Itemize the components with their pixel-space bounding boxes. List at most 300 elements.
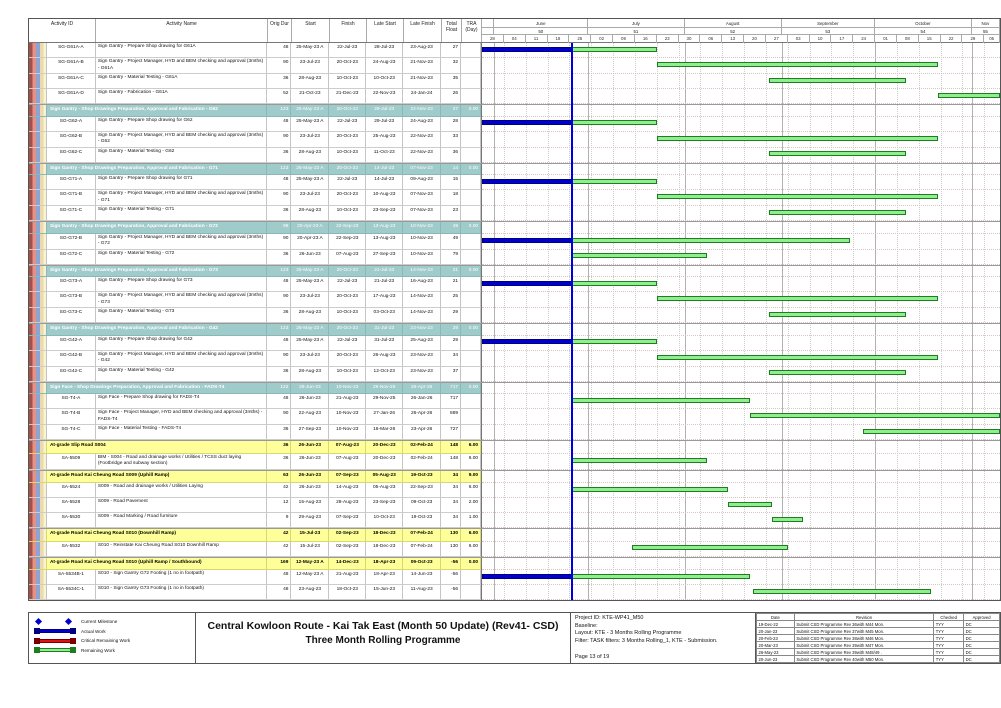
band-row[interactable] xyxy=(29,382,1000,395)
gantt-bar-remaining[interactable] xyxy=(769,370,906,375)
wbs-color-stripes xyxy=(29,250,47,265)
gantt-bar-remaining[interactable] xyxy=(572,281,656,286)
month-band: August xyxy=(685,19,782,27)
gantt-row[interactable] xyxy=(482,383,1000,395)
total-float: 32 xyxy=(441,58,461,74)
activity-id: SG-G61A-B xyxy=(47,58,96,74)
orig-dur: 169 xyxy=(267,558,291,571)
column-header-7: Total Float xyxy=(442,19,462,42)
legend-item xyxy=(34,646,190,656)
late-finish-date: 24-Aug-23 xyxy=(403,117,441,132)
wbs-color-stripes xyxy=(29,164,47,176)
late-start-date: 29-Nov-25 xyxy=(366,394,403,409)
band-row[interactable] xyxy=(29,163,1000,176)
revision-cell: TYY xyxy=(934,628,964,635)
activity-row[interactable] xyxy=(29,175,1000,190)
gantt-row[interactable] xyxy=(482,234,1000,250)
wbs-color-stripes xyxy=(29,394,47,409)
activity-id: SG-G62-A xyxy=(47,117,96,132)
gantt-row[interactable] xyxy=(482,308,1000,323)
revision-cell: Submit CSD Programme Rev 39with M48/49 . xyxy=(794,649,933,656)
gantt-bar-remaining[interactable] xyxy=(572,398,750,403)
gantt-row[interactable] xyxy=(482,148,1000,163)
start-date: 26-Jun-23 xyxy=(291,383,329,395)
gantt-bar-remaining[interactable] xyxy=(938,93,1000,98)
orig-dur: 36 xyxy=(267,367,291,382)
week-start-label: 13 xyxy=(722,35,744,43)
orig-dur: 90 xyxy=(267,132,291,148)
gantt-bar-remaining[interactable] xyxy=(769,78,906,83)
orig-dur: 123 xyxy=(267,324,291,336)
orig-dur: 42 xyxy=(267,529,291,542)
activity-row[interactable] xyxy=(29,89,1000,104)
activity-row[interactable] xyxy=(29,132,1000,148)
wbs-color-stripes xyxy=(29,277,47,292)
gantt-bar-remaining[interactable] xyxy=(572,238,850,243)
activity-row[interactable] xyxy=(29,513,1000,528)
start-date: 15-Jul-23 xyxy=(291,542,329,557)
activity-row[interactable] xyxy=(29,234,1000,250)
orig-dur: 48 xyxy=(267,394,291,409)
revision-table xyxy=(756,613,1000,663)
band-row[interactable] xyxy=(29,104,1000,117)
month-number-band: 55 xyxy=(972,28,1000,34)
band-title: Sign Gantry - Shop Drawings Preparation, Approval and Fabrication - G71 xyxy=(47,164,267,176)
start-date: 20-Apr-23 A xyxy=(291,222,329,234)
gantt-bar-remaining[interactable] xyxy=(863,429,1000,434)
activity-name: Sign Gantry - Material Testing - G71 xyxy=(96,206,268,221)
gantt-row[interactable] xyxy=(482,454,1000,470)
gantt-bar-remaining[interactable] xyxy=(572,47,656,52)
late-start-date: 21-Jul-23 xyxy=(366,266,403,278)
gantt-bar-remaining[interactable] xyxy=(728,502,772,507)
month-band: June xyxy=(494,19,588,27)
orig-dur: 42 xyxy=(267,483,291,498)
late-finish-date: 22-Nov-23 xyxy=(403,148,441,163)
wbs-color-stripes xyxy=(29,234,47,250)
week-start-label: 03 xyxy=(788,35,810,43)
activity-row[interactable] xyxy=(29,394,1000,409)
late-start-date: 13-Aug-23 xyxy=(366,234,403,250)
total-float: 717 xyxy=(441,394,461,409)
wbs-color-stripes xyxy=(29,89,47,104)
gantt-bar-remaining[interactable] xyxy=(572,487,728,492)
start-date: 22-Aug-23 xyxy=(291,409,329,425)
wbs-color-stripes xyxy=(29,498,47,513)
week-start-label: 02 xyxy=(591,35,613,43)
total-float: 35 xyxy=(441,74,461,89)
tra-days xyxy=(461,58,481,74)
tra-days: 0.00 xyxy=(461,383,481,395)
wbs-color-stripes xyxy=(29,441,47,454)
total-float: 18 xyxy=(441,190,461,206)
gantt-row[interactable] xyxy=(482,175,1000,190)
gantt-row[interactable] xyxy=(482,367,1000,382)
start-date: 12-May-23 A xyxy=(291,558,329,571)
legend xyxy=(29,613,196,663)
week-start-label: 06 xyxy=(700,35,722,43)
tra-days xyxy=(461,43,481,58)
gantt-bar-remaining[interactable] xyxy=(753,589,931,594)
activity-row[interactable] xyxy=(29,43,1000,58)
band-title: At-grade Road Kai Cheung Road S010 (Downhill Ramp) xyxy=(47,529,267,542)
gantt-row[interactable] xyxy=(482,190,1000,206)
start-date: 26-Jun-23 xyxy=(291,454,329,470)
wbs-color-stripes xyxy=(29,43,47,58)
revision-cell: Submit CSD Programme Rev 37with M45 Mon. xyxy=(794,628,933,635)
total-float: 14 xyxy=(441,164,461,176)
gantt-bar-actual[interactable] xyxy=(482,238,572,243)
late-finish-date: 14-Nov-23 xyxy=(403,292,441,308)
bar-swatch-icon xyxy=(34,637,76,644)
gantt-bar-remaining[interactable] xyxy=(572,253,706,258)
legend-label: Current Milestone xyxy=(81,619,118,625)
band-row[interactable] xyxy=(29,470,1000,484)
gantt-row[interactable] xyxy=(482,292,1000,308)
late-finish-date: 02-Feb-24 xyxy=(403,441,441,454)
gantt-bar-remaining[interactable] xyxy=(572,574,750,579)
gantt-row[interactable] xyxy=(482,542,1000,557)
data-date-line xyxy=(571,43,573,600)
activity-name: Sign Gantry - Material Testing - G42 xyxy=(96,367,268,382)
revision-cell: 20-Jan-23 xyxy=(757,628,795,635)
tra-days xyxy=(461,585,481,600)
activity-row[interactable] xyxy=(29,277,1000,292)
total-float: 79 xyxy=(441,250,461,265)
tra-days: 0.00 xyxy=(461,105,481,117)
late-start-date: 29-Jul-23 xyxy=(366,105,403,117)
tra-days: 6.00 xyxy=(461,454,481,470)
week-start-label: 10 xyxy=(810,35,832,43)
week-start-label: 18 xyxy=(548,35,570,43)
gantt-row[interactable] xyxy=(482,529,1000,542)
band-row[interactable] xyxy=(29,528,1000,542)
tra-days: 0.00 xyxy=(461,324,481,336)
start-date: 15-Aug-23 xyxy=(291,498,329,513)
tra-days xyxy=(461,351,481,367)
band-title: Sign Gantry - Shop Drawings Preparation, Approval and Fabrication - G62 xyxy=(47,105,267,117)
gantt-bar-remaining[interactable] xyxy=(657,62,938,67)
gantt-row[interactable] xyxy=(482,74,1000,89)
gantt-row[interactable] xyxy=(482,58,1000,74)
activity-id: SA-5530 xyxy=(47,513,96,528)
activity-row[interactable] xyxy=(29,483,1000,498)
bar-swatch-icon xyxy=(34,628,76,635)
late-finish-date: 22-Nov-23 xyxy=(403,132,441,148)
gantt-row[interactable] xyxy=(482,513,1000,528)
activity-row[interactable] xyxy=(29,454,1000,470)
gantt-bar-remaining[interactable] xyxy=(657,194,938,199)
tra-days: 6.00 xyxy=(461,529,481,542)
revision-row xyxy=(757,621,1000,628)
orig-dur: 90 xyxy=(267,234,291,250)
orig-dur: 42 xyxy=(267,542,291,557)
wbs-color-stripes xyxy=(29,105,47,117)
band-row[interactable] xyxy=(29,265,1000,278)
gantt-row[interactable] xyxy=(482,409,1000,425)
gantt-bar-remaining[interactable] xyxy=(572,458,706,463)
gantt-row[interactable] xyxy=(482,471,1000,484)
week-start-label: 11 xyxy=(526,35,548,43)
gantt-bar-remaining[interactable] xyxy=(769,151,906,156)
timeline-month-numbers xyxy=(482,28,1000,35)
gantt-bar-actual[interactable] xyxy=(482,179,572,184)
total-float: 889 xyxy=(441,409,461,425)
gantt-row[interactable] xyxy=(482,266,1000,278)
revision-cell: 20-Feb-23 xyxy=(757,635,795,642)
week-start-label: 27 xyxy=(766,35,788,43)
total-float: -56 xyxy=(441,570,461,585)
activity-id: SG-G62-B xyxy=(47,132,96,148)
activity-name: Sign Gantry - Project Manager, HYD and BEM checking and approval (3mths) - G71 xyxy=(96,190,268,206)
wbs-color-stripes xyxy=(29,513,47,528)
late-start-date: 18-Dec-23 xyxy=(366,542,403,557)
gantt-row[interactable] xyxy=(482,425,1000,440)
gantt-bar-actual[interactable] xyxy=(482,120,572,125)
activity-id: SG-G71-A xyxy=(47,175,96,190)
orig-dur: 48 xyxy=(267,43,291,58)
gantt-row[interactable] xyxy=(482,222,1000,234)
revision-col-header: Revision xyxy=(794,614,933,621)
week-start-label: 15 xyxy=(919,35,941,43)
finish-date: 21-Aug-23 xyxy=(329,570,366,585)
start-date: 12-May-23 A xyxy=(291,570,329,585)
activity-id: SG-G72-C xyxy=(47,250,96,265)
tra-days: 0.00 xyxy=(461,558,481,571)
activity-name: S010 - Sign Gantry G73 Footing (1 no in footpath) xyxy=(96,585,268,600)
month-band xyxy=(482,19,494,27)
orig-dur: 9 xyxy=(267,513,291,528)
start-date: 26-Jun-23 xyxy=(291,250,329,265)
band-title: Sign Face - Shop Drawings Preparation, Approval and Fabrication - FADS-T4 xyxy=(47,383,267,395)
revision-cell: DC xyxy=(964,635,1000,642)
activity-row[interactable] xyxy=(29,292,1000,308)
late-finish-date: 09-Oct-23 xyxy=(403,498,441,513)
start-date: 23-Jul-23 xyxy=(291,132,329,148)
activity-row[interactable] xyxy=(29,542,1000,557)
revision-cell: Submit CSD Programme Rev 38with M46 Mon. xyxy=(794,635,933,642)
gantt-bar-remaining[interactable] xyxy=(657,355,938,360)
gantt-row[interactable] xyxy=(482,105,1000,117)
late-finish-date: 21-Nov-23 xyxy=(403,74,441,89)
activity-row[interactable] xyxy=(29,58,1000,74)
gantt-row[interactable] xyxy=(482,89,1000,104)
total-float: -56 xyxy=(441,558,461,571)
orig-dur: 36 xyxy=(267,74,291,89)
gantt-bar-remaining[interactable] xyxy=(657,296,938,301)
column-header-0: Activity ID xyxy=(29,19,96,42)
total-float: 727 xyxy=(441,425,461,440)
start-date: 23-Jul-23 xyxy=(291,190,329,206)
late-start-date: 15-Jun-23 xyxy=(366,585,403,600)
activity-name: Sign Gantry - Material Testing - G72 xyxy=(96,250,268,265)
gantt-row[interactable] xyxy=(482,43,1000,58)
gantt-row[interactable] xyxy=(482,277,1000,292)
gantt-row[interactable] xyxy=(482,394,1000,409)
gantt-bar-remaining[interactable] xyxy=(632,545,788,550)
gantt-row[interactable] xyxy=(482,558,1000,571)
activity-id: SG-G42-B xyxy=(47,351,96,367)
revision-cell: TYY xyxy=(934,642,964,649)
finish-date: 22-Jul-23 xyxy=(329,117,366,132)
milestone-icon xyxy=(34,618,76,625)
column-header-6: Late Finish xyxy=(404,19,442,42)
activity-name: S010 - Sign Gantry G72 Footing (1 no in footpath) xyxy=(96,570,268,585)
activity-row[interactable] xyxy=(29,570,1000,585)
gantt-row[interactable] xyxy=(482,250,1000,265)
gantt-row[interactable] xyxy=(482,117,1000,132)
late-start-date: 17-Aug-23 xyxy=(366,292,403,308)
late-start-date: 13-Aug-23 xyxy=(366,222,403,234)
orig-dur: 122 xyxy=(267,383,291,395)
tra-days xyxy=(461,132,481,148)
tra-days xyxy=(461,89,481,104)
late-finish-date: 26-Apr-26 xyxy=(403,409,441,425)
wbs-color-stripes xyxy=(29,222,47,234)
month-band: Nov xyxy=(972,19,1000,27)
band-row[interactable] xyxy=(29,440,1000,454)
gantt-bar-actual[interactable] xyxy=(482,574,572,579)
tra-days: 6.00 xyxy=(461,483,481,498)
finish-date: 10-Oct-23 xyxy=(329,148,366,163)
activity-name: Sign Gantry - Project Manager, HYD and BEM checking and approval (3mths) - G61A xyxy=(96,58,268,74)
activity-row[interactable] xyxy=(29,190,1000,206)
start-date: 25-May-23 A xyxy=(291,277,329,292)
gantt-row[interactable] xyxy=(482,351,1000,367)
revision-row xyxy=(757,656,1000,663)
wbs-color-stripes xyxy=(29,308,47,323)
gantt-bar-actual[interactable] xyxy=(482,47,572,52)
finish-date: 10-Oct-23 xyxy=(329,74,366,89)
start-date: 23-Jul-23 xyxy=(291,58,329,74)
layout-name: Layout: KTE - 3 Months Rolling Programme xyxy=(575,630,682,636)
activity-row[interactable] xyxy=(29,336,1000,351)
late-finish-date: 23-Aug-23 xyxy=(403,43,441,58)
project-info xyxy=(571,613,756,663)
tra-days xyxy=(461,394,481,409)
band-row[interactable] xyxy=(29,557,1000,571)
late-finish-date: 21-Nov-23 xyxy=(403,58,441,74)
activity-row[interactable] xyxy=(29,206,1000,221)
revision-cell: DC xyxy=(964,649,1000,656)
late-finish-date: 07-Nov-23 xyxy=(403,164,441,176)
total-float: 148 xyxy=(441,454,461,470)
activity-id: SG-G42-A xyxy=(47,336,96,351)
activity-name: Sign Gantry - Prepare Shop drawing for G62 xyxy=(96,117,268,132)
late-finish-date: 10-Nov-23 xyxy=(403,250,441,265)
activity-row[interactable] xyxy=(29,425,1000,440)
gantt-row[interactable] xyxy=(482,132,1000,148)
late-start-date: 31-Jul-23 xyxy=(366,324,403,336)
gantt-bar-remaining[interactable] xyxy=(657,136,938,141)
orig-dur: 12 xyxy=(267,498,291,513)
gantt-row[interactable] xyxy=(482,483,1000,498)
finish-date: 18-Oct-23 xyxy=(329,585,366,600)
gantt-row[interactable] xyxy=(482,585,1000,600)
late-start-date: 22-Nov-23 xyxy=(366,89,403,104)
wbs-color-stripes xyxy=(29,542,47,557)
band-row[interactable] xyxy=(29,221,1000,234)
activity-row[interactable] xyxy=(29,351,1000,367)
band-row[interactable] xyxy=(29,323,1000,336)
late-start-date: 28-Jul-23 xyxy=(366,43,403,58)
activity-id: SG-G71-C xyxy=(47,206,96,221)
activity-row[interactable] xyxy=(29,250,1000,265)
page-number: Page 13 of 19 xyxy=(575,653,610,660)
gantt-bar-remaining[interactable] xyxy=(572,339,656,344)
late-start-date: 24-Aug-23 xyxy=(366,58,403,74)
total-float: 23 xyxy=(441,206,461,221)
revision-cell: Submit CSD Programme Rev 39with M47 Mon. xyxy=(794,642,933,649)
late-start-date: 29-Nov-25 xyxy=(366,383,403,395)
gantt-bar-remaining[interactable] xyxy=(769,312,906,317)
gantt-row[interactable] xyxy=(482,498,1000,513)
activity-row[interactable] xyxy=(29,585,1000,600)
wbs-color-stripes xyxy=(29,74,47,89)
late-finish-date: 25-Aug-23 xyxy=(403,336,441,351)
project-id: Project ID: KTE-WP41_M50 xyxy=(575,615,644,621)
title-block xyxy=(196,613,571,663)
gantt-bar-remaining[interactable] xyxy=(572,120,656,125)
gantt-row[interactable] xyxy=(482,206,1000,221)
activity-row[interactable] xyxy=(29,367,1000,382)
start-date: 25-May-23 A xyxy=(291,175,329,190)
gantt-row[interactable] xyxy=(482,336,1000,351)
activity-row[interactable] xyxy=(29,117,1000,132)
activity-id: SG-G62-C xyxy=(47,148,96,163)
column-header-5: Late Start xyxy=(367,19,404,42)
activity-id: SA-5524 xyxy=(47,483,96,498)
late-finish-date: 22-Nov-23 xyxy=(403,105,441,117)
orig-dur: 63 xyxy=(267,471,291,484)
week-start-label: 28 xyxy=(482,35,504,43)
gantt-row[interactable] xyxy=(482,164,1000,176)
gantt-bar-remaining[interactable] xyxy=(772,517,803,522)
band-title: Sign Gantry - Shop Drawings Preparation, Approval and Fabrication - G42 xyxy=(47,324,267,336)
finish-date: 20-Oct-23 xyxy=(329,324,366,336)
late-finish-date: 09-Oct-23 xyxy=(403,558,441,571)
wbs-color-stripes xyxy=(29,175,47,190)
revision-cell: TYY xyxy=(934,649,964,656)
late-finish-date: 23-Nov-23 xyxy=(403,324,441,336)
tra-days: 9.00 xyxy=(461,471,481,484)
gantt-row[interactable] xyxy=(482,324,1000,336)
gantt-bar-remaining[interactable] xyxy=(769,210,906,215)
activity-row[interactable] xyxy=(29,409,1000,425)
month-number-band: 53 xyxy=(782,28,876,34)
start-date: 28-Aug-23 xyxy=(291,206,329,221)
activity-row[interactable] xyxy=(29,308,1000,323)
gantt-bar-actual[interactable] xyxy=(482,339,572,344)
gantt-bar-actual[interactable] xyxy=(482,281,572,286)
gantt-bar-remaining[interactable] xyxy=(750,413,1000,418)
revision-col-header: Date xyxy=(757,614,795,621)
activity-id: SG-G61A-C xyxy=(47,74,96,89)
wbs-color-stripes xyxy=(29,409,47,425)
gantt-row[interactable] xyxy=(482,570,1000,585)
activity-row[interactable] xyxy=(29,74,1000,89)
gantt-bar-remaining[interactable] xyxy=(572,179,656,184)
orig-dur: 90 xyxy=(267,190,291,206)
wbs-color-stripes xyxy=(29,425,47,440)
activity-name: S010 - Reinstate Kai Cheung Road S010 Downhill Ramp xyxy=(96,542,268,557)
late-finish-date: 26-Apr-26 xyxy=(403,383,441,395)
activity-row[interactable] xyxy=(29,498,1000,513)
activity-row[interactable] xyxy=(29,148,1000,163)
finish-date: 07-Sep-23 xyxy=(329,513,366,528)
activity-name: Sign Face - Prepare Shop drawing for FADS-T4 xyxy=(96,394,268,409)
gantt-row[interactable] xyxy=(482,441,1000,454)
